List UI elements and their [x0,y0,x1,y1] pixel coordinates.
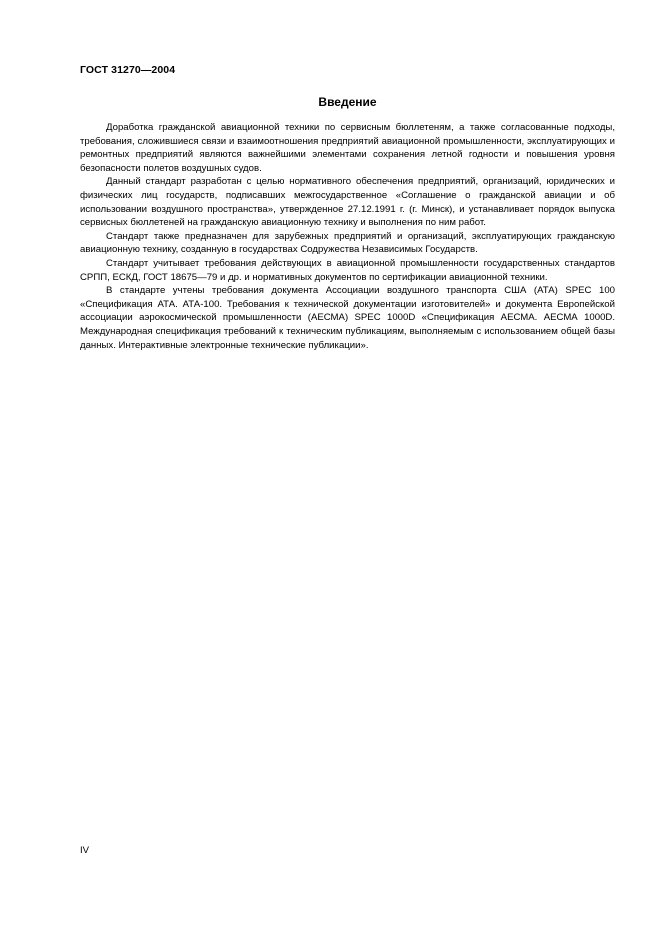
paragraph: Данный стандарт разработан с целью нормативного обеспечения предприятий, организаций, юридических и физических лиц государств, подписавших межгосударственное «Соглашение о гражданской авиации и об использовании воздушного пространства», утвержденное 27.12.1991 г. (г. Минск), и устанавливает порядок выпуска сервисных бюллетеней на гражданскую авиационную технику и выполнения по ним работ. [80,176,615,229]
paragraph: В стандарте учтены требования документа Ассоциации воздушного транспорта США (АТА) SPEC 100 «Спецификация АТА. АТА-100. Требования к технической документации изготовителей» и документа Европейской ассоциации аэрокосмической промышленности (АЕСМА) SPEC 1000D «Спецификация АЕСМА. АЕСМА 1000D. Международная спецификация требований к техническим публикациям, выполняемым с использованием общей базы данных. Интерактивные электронные технические публикации». [80,285,615,351]
document-body [80,121,615,352]
section-title: Введение [318,95,377,109]
paragraph: Доработка гражданской авиационной техники по сервисным бюллетеням, а также согласованные подходы, требования, сложившиеся связи и взаимоотношения предприятий авиационной промышленности, эксплуатирующих и ремонтных предприятий являются важнейшими элементами сохранения летной годности и повышения уровня безопасности полетов воздушных судов. [80,122,615,174]
page-number: IV [80,845,90,856]
paragraph: Стандарт учитывает требования действующих в авиационной промышленности государственных стандартов СРПП, ЕСКД, ГОСТ 18675—79 и др. и нормативных документов по сертификации авиационной техники. [80,257,615,283]
document-header: ГОСТ 31270—2004 [80,64,176,76]
paragraph: Стандарт также предназначен для зарубежных предприятий и организаций, эксплуатирующих гражданскую авиационную технику, созданную в государствах Содружества Независимых Государств. [80,230,615,256]
